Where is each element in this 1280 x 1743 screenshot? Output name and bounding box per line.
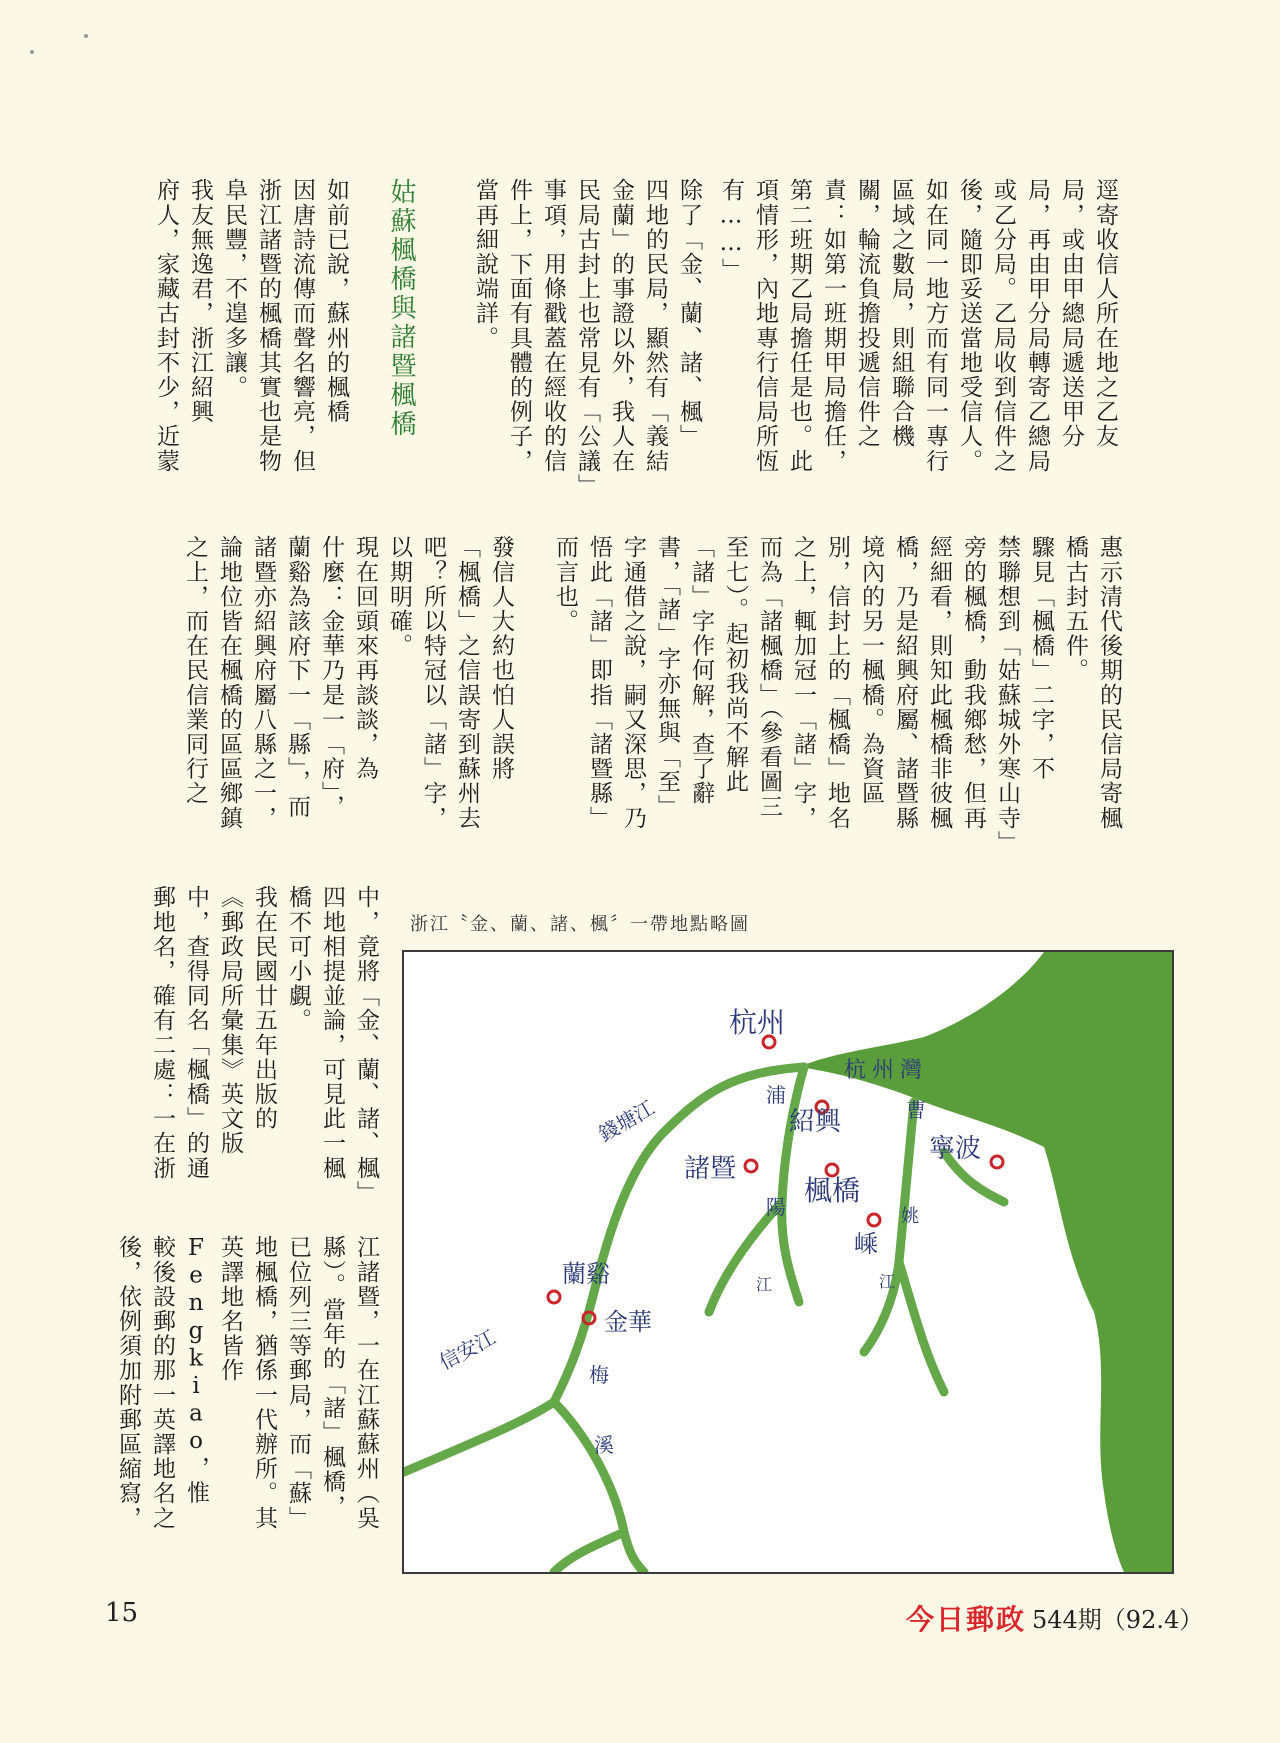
issue-number: 544期（92.4） xyxy=(1032,1606,1204,1634)
label-xinan-river: 信安江 xyxy=(435,1325,500,1375)
label-yang: 陽 xyxy=(766,1195,786,1219)
map-drawing xyxy=(404,952,1172,1572)
section-heading: 姑蘇楓橋與諸暨楓橋 xyxy=(386,178,416,439)
text-column-7: 江諸暨，一在江蘇蘇州（吳 縣）。當年的「諸」楓橋， 已位列三等郵局，而「蘇」 地楓橋，猶係一代辦所。其 英譯地名皆作Fengkiao，惟 較後設郵的那一英譯地名之 後，依例須加附郵區縮寫， xyxy=(115,1235,379,1531)
land-mass xyxy=(799,952,1172,1572)
qiantang-river xyxy=(554,1067,804,1402)
label-jiang-2: 江 xyxy=(879,1272,896,1291)
cao-branch xyxy=(899,1262,944,1392)
label-jinhua: 金華 xyxy=(604,1308,652,1336)
text-column-3: 如前已說，蘇州的楓橋 因唐詩流傳而聲名響亮，但 浙江諸暨的楓橋其實也是物 阜民豐，不遑多讓。 我友無逸君，浙江紹興 府人，家藏古封不少，近蒙 xyxy=(153,178,349,474)
label-mei: 梅 xyxy=(589,1363,609,1387)
speck xyxy=(30,50,34,54)
text-column-1: 逕寄收信人所在地之乙友 局，或由甲總局遞送甲分 局，再由甲分局轉寄乙總局 或乙分局。乙局收到信件之 後，隨即妥送當地受信人。 如在同一地方而有同一專行 區域之數局，則組聯合機 關，輪流負擔投遞信件之 責：如第一班期甲局擔任， 第二班期乙局擔任是也。此 項情形，內地專行信局所恆 有……」 xyxy=(718,178,1118,474)
label-hangzhou-bay: 杭州灣 xyxy=(844,1058,929,1083)
label-shaoxing: 紹興 xyxy=(789,1107,842,1137)
label-yao: 姚 xyxy=(901,1206,919,1227)
label-ningbo: 寧波 xyxy=(929,1134,982,1164)
label-zhuji: 諸暨 xyxy=(684,1154,737,1184)
text-column-6: 中，竟將「金、蘭、諸、楓」 四地相提並論，可見此一楓 橋不可小覷。 我在民國廿五年出版的 《郵政局所彙集》英文版 中，查得同名「楓橋」的通 郵地名，確有二處：一在浙 xyxy=(149,885,379,1205)
mei-branch xyxy=(554,1532,624,1572)
label-lanxi: 蘭谿 xyxy=(562,1260,610,1288)
xinan-river xyxy=(404,1402,554,1472)
marker-lanxi xyxy=(548,1291,560,1303)
magazine-title: 今日郵政 xyxy=(906,1603,1027,1636)
label-xi: 溪 xyxy=(594,1433,614,1457)
label-cao: 曹 xyxy=(906,1098,926,1122)
map-figure xyxy=(402,950,1174,1574)
marker-zhuji xyxy=(745,1160,757,1172)
text-column-5: 發信人大約也怕人誤將 「楓橋」之信誤寄到蘇州去 吧？所以特冠以「諸」字， 以期明確。 現在回頭來再談談，為 什麼：金華乃是一「府」， 蘭谿為該府下一「縣」，而 諸暨亦紹興府屬八縣之一， 論地位皆在楓橋的區區鄉鎮 之上，而在民信業同行之 xyxy=(182,535,514,831)
label-hangzhou: 杭州 xyxy=(729,1006,786,1039)
speck xyxy=(84,34,88,38)
label-qiantang: 錢塘江 xyxy=(594,1095,659,1147)
label-jiang-1: 江 xyxy=(756,1275,773,1294)
marker-sheng xyxy=(868,1214,880,1226)
map-caption: 浙江〝金、蘭、諸、楓〞一帶地點略圖 xyxy=(410,914,750,935)
river-network xyxy=(404,1067,1004,1572)
label-pu: 浦 xyxy=(766,1083,786,1107)
marker-ningbo xyxy=(991,1156,1003,1168)
label-fengqiao: 楓橋 xyxy=(804,1174,861,1207)
label-sheng: 嵊 xyxy=(854,1230,878,1258)
page-number: 15 xyxy=(105,1598,139,1628)
text-column-4: 惠示清代後期的民信局寄楓 橋古封五件。 驟見「楓橋」二字，不 禁聯想到「姑蘇城外寒山寺」 旁的楓橋，動我鄉愁，但再 經細看，則知此楓橋非彼楓 橋，乃是紹興府屬、諸暨縣 境內的另一楓橋。為資區 別，信封上的「楓橋」地名 之上，輒加冠一「諸」字， 而為「諸楓橋」（參看圖三 至七）。起初我尚不解此 「諸」字作何解，查了辭 書，「諸」字亦無與「至」 字通借之說，嗣又深思，乃 悟此「諸」即指「諸暨縣」 而言也。 xyxy=(552,535,1122,855)
text-column-2: 除了「金、蘭、諸、楓」 四地的民局，顯然有「義結 金蘭」的事證以外，我人在 民局古封上也常見有「公議」 事項，用條戳蓋在經收的信 件上，下面有具體的例子， 當再細說端詳。 xyxy=(472,178,702,498)
